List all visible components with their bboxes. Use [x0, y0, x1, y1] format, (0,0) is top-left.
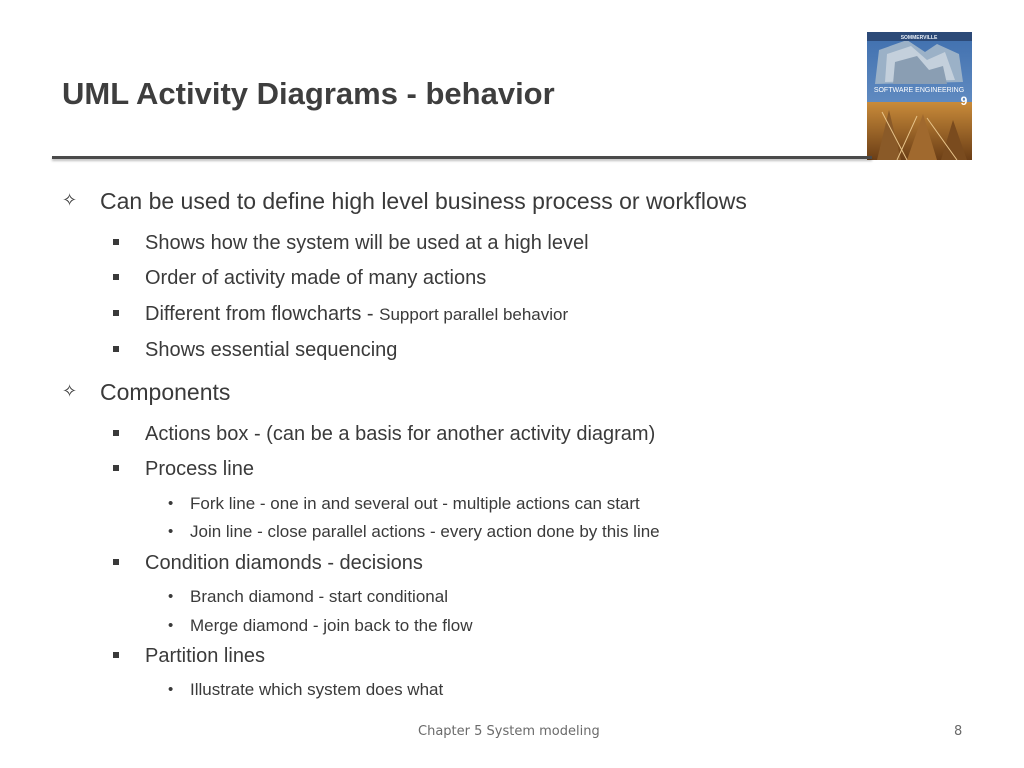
sub-bullet-text: Partition lines [145, 645, 266, 667]
title-divider [52, 156, 872, 159]
sub-bullet-text: Shows how the system will be used at a high level [145, 232, 589, 254]
square-bullet-icon [113, 465, 119, 471]
book-cover-author: SOMMERVILLE [900, 35, 938, 41]
sub-bullet-text: Condition diamonds - decisions [145, 552, 423, 574]
square-bullet-icon [113, 310, 119, 316]
sub-bullet-text: Different from flowcharts - [145, 303, 380, 325]
sub-sub-bullet-text: Fork line - one in and several out - multiple actions can start [190, 494, 640, 513]
bullet-text: Components [100, 379, 231, 405]
footer-chapter-title: Chapter 5 System modeling [418, 724, 600, 739]
page-number: 8 [954, 724, 963, 739]
square-bullet-icon [113, 274, 119, 280]
sub-bullet-text: Shows essential sequencing [145, 339, 398, 361]
sub-bullet-text: Order of activity made of many actions [145, 267, 487, 289]
sub-sub-bullet-text: Merge diamond - join back to the flow [190, 616, 473, 635]
sub-sub-bullet-text: Branch diamond - start conditional [190, 587, 448, 606]
dot-bullet-icon: • [168, 523, 174, 540]
square-bullet-icon [113, 430, 119, 436]
square-bullet-icon [113, 346, 119, 352]
sub-sub-bullet-text: Illustrate which system does what [190, 680, 444, 699]
sub-bullet-text: Actions box - (can be a basis for another activity diagram) [145, 423, 656, 445]
sub-sub-bullet-text: Join line - close parallel actions - every action done by this line [190, 522, 660, 541]
bullet-text: Can be used to define high level business process or workflows [100, 188, 747, 214]
book-cover-edition: 9 [960, 94, 968, 108]
star-bullet-icon: ✧ [62, 381, 78, 402]
book-cover-image [867, 32, 972, 160]
slide-title: UML Activity Diagrams - behavior [62, 76, 555, 111]
sub-bullet-text: Process line [145, 458, 254, 480]
dot-bullet-icon: • [168, 588, 174, 605]
square-bullet-icon [113, 239, 119, 245]
square-bullet-icon [113, 559, 119, 565]
dot-bullet-icon: • [168, 495, 174, 512]
star-bullet-icon: ✧ [62, 190, 78, 211]
dot-bullet-icon: • [168, 681, 174, 698]
sub-bullet-small-text: Support parallel behavior [379, 305, 569, 324]
dot-bullet-icon: • [168, 617, 174, 634]
square-bullet-icon [113, 652, 119, 658]
book-cover-title: SOFTWARE ENGINEERING [873, 87, 965, 94]
